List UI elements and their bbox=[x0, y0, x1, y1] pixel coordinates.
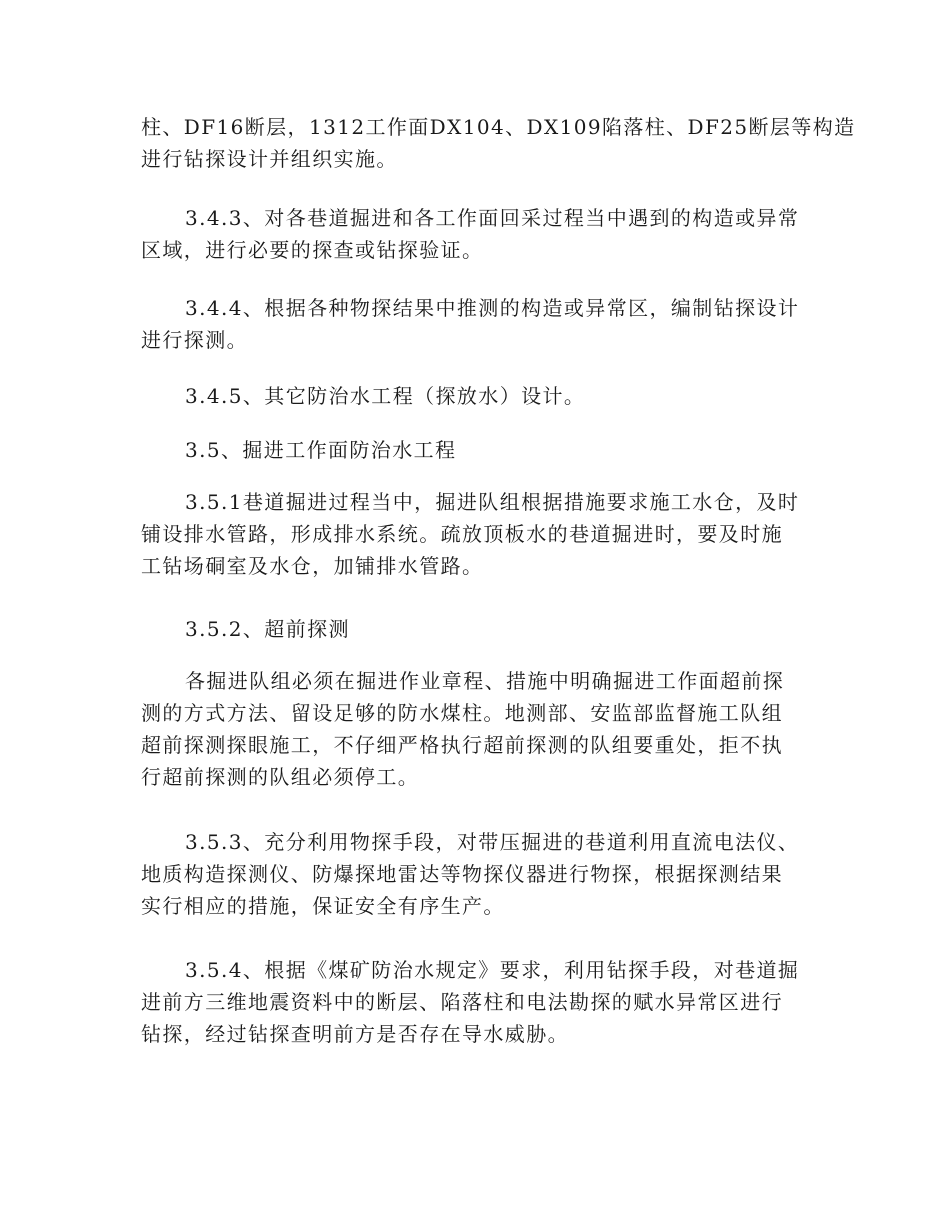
text-line: 3.4.5、其它防治水工程（探放水）设计。 bbox=[185, 384, 586, 408]
text-line: 区域，进行必要的探查或钻探验证。 bbox=[141, 238, 484, 262]
paragraph-3-4-5 bbox=[141, 380, 811, 412]
paragraph-3-4-3 bbox=[141, 202, 811, 266]
text-line: 行超前探测的队组必须停工。 bbox=[141, 765, 420, 789]
text-line: 钻探，经过钻探查明前方是否存在导水威胁。 bbox=[141, 1022, 569, 1046]
text-line: 超前探测探眼施工，不仔细严格执行超前探测的队组要重处，拒不执 bbox=[141, 733, 783, 757]
heading-3-5 bbox=[141, 434, 811, 466]
text-line: 进行钻探设计并组织实施。 bbox=[141, 147, 398, 171]
text-line: 3.5、掘进工作面防治水工程 bbox=[185, 438, 457, 462]
text-line: 3.5.2、超前探测 bbox=[185, 617, 350, 641]
paragraph-3-5-1 bbox=[141, 486, 811, 582]
paragraph-3-5-3 bbox=[141, 826, 811, 922]
text-line: 柱、DF16断层，1312工作面DX104、DX109陷落柱、DF25断层等构造 bbox=[141, 115, 856, 139]
text-line: 地质构造探测仪、防爆探地雷达等物探仪器进行物探，根据探测结果 bbox=[141, 862, 783, 886]
text-line: 工钻场硐室及水仓，加铺排水管路。 bbox=[141, 554, 484, 578]
text-line: 各掘进队组必须在掘进作业章程、措施中明确掘进工作面超前探 bbox=[185, 669, 785, 693]
paragraph-advance-detection bbox=[141, 665, 811, 793]
text-line: 实行相应的措施，保证安全有序生产。 bbox=[141, 894, 505, 918]
text-line: 进前方三维地震资料中的断层、陷落柱和电法勘探的赋水异常区进行 bbox=[141, 990, 783, 1014]
text-line: 3.5.1巷道掘进过程当中，掘进队组根据措施要求施工水仓，及时 bbox=[185, 490, 800, 514]
text-line: 3.5.3、充分利用物探手段，对带压掘进的巷道利用直流电法仪、 bbox=[185, 830, 800, 854]
text-line: 3.5.4、根据《煤矿防治水规定》要求，利用钻探手段，对巷道掘 bbox=[185, 958, 800, 982]
paragraph-3-5-4 bbox=[141, 954, 811, 1050]
text-line: 测的方式方法、留设足够的防水煤柱。地测部、安监部监督施工队组 bbox=[141, 701, 783, 725]
paragraph-continued bbox=[141, 111, 856, 175]
text-line: 3.4.3、对各巷道掘进和各工作面回采过程当中遇到的构造或异常 bbox=[185, 206, 800, 230]
heading-3-5-2 bbox=[141, 613, 811, 645]
text-line: 进行探测。 bbox=[141, 328, 248, 352]
text-line: 3.4.4、根据各种物探结果中推测的构造或异常区，编制钻探设计 bbox=[185, 296, 800, 320]
text-line: 铺设排水管路，形成排水系统。疏放顶板水的巷道掘进时，要及时施 bbox=[141, 522, 783, 546]
paragraph-3-4-4 bbox=[141, 292, 811, 356]
